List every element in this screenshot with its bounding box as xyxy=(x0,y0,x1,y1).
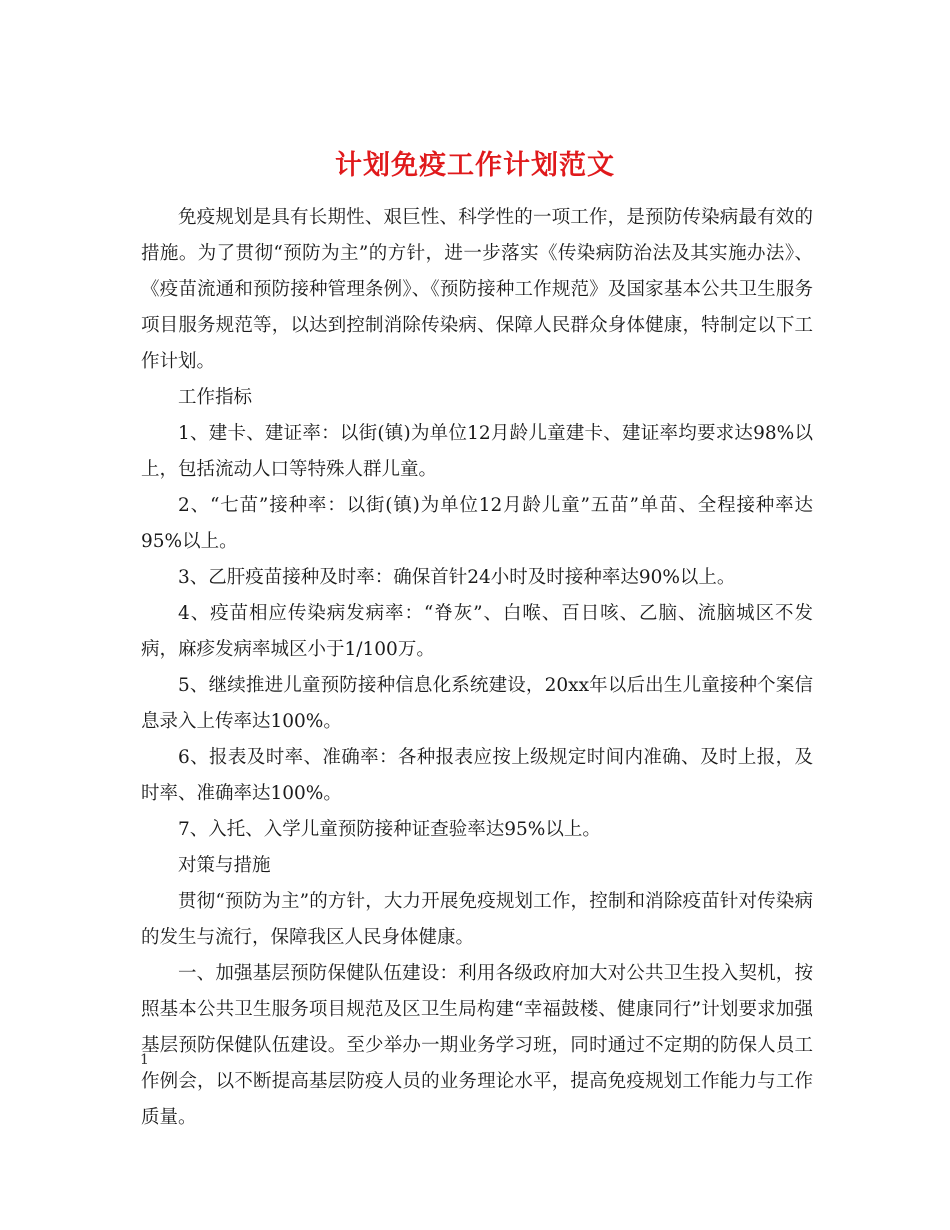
paragraph-indicator-4: 4、疫苗相应传染病发病率：“脊灰”、白喉、百日咳、乙脑、流脑城区不发病，麻疹发病率城区小于1/100万。 xyxy=(141,603,813,660)
paragraph-measure-1: 一、加强基层预防保健队伍建设：利用各级政府加大对公共卫生投入契机，按照基本公共卫生服务项目规范及区卫生局构建“幸福鼓楼、健康同行”计划要求加强基层预防保健队伍建设。至少举办一期业务学习班，同时通过不定期的防保人员工作例会，以不断提高基层防疫人员的业务理论水平，提高免疫规划工作能力与工作质量。 xyxy=(141,963,813,1128)
section-heading-work-indicators: 工作指标 xyxy=(178,387,253,408)
paragraph-indicator-1: 1、建卡、建证率：以街(镇)为单位12月龄儿童建卡、建证率均要求达98%以上，包括流动人口等特殊人群儿童。 xyxy=(141,423,813,480)
paragraph-intro: 免疫规划是具有长期性、艰巨性、科学性的一项工作，是预防传染病最有效的措施。为了贯彻“预防为主”的方针，进一步落实《传染病防治法及其实施办法》、《疫苗流通和预防接种管理条例》、《预防接种工作规范》及国家基本公共卫生服务项目服务规范等，以达到控制消除传染病、保障人民群众身体健康，特制定以下工作计划。 xyxy=(141,207,813,372)
paragraph-indicator-2: 2、“七苗”接种率：以街(镇)为单位12月龄儿童”五苗”单苗、全程接种率达95%以上。 xyxy=(141,495,813,552)
section-heading-measures: 对策与措施 xyxy=(178,855,271,876)
page-number: 1 xyxy=(140,1052,149,1068)
paragraph-measures-intro: 贯彻“预防为主”的方针，大力开展免疫规划工作，控制和消除疫苗针对传染病的发生与流行，保障我区人民身体健康。 xyxy=(141,891,813,948)
document-body xyxy=(141,200,813,1136)
document-title: 计划免疫工作计划范文 xyxy=(335,150,615,182)
paragraph-indicator-3: 3、乙肝疫苗接种及时率：确保首针24小时及时接种率达90%以上。 xyxy=(178,567,736,588)
paragraph-indicator-5: 5、继续推进儿童预防接种信息化系统建设，20xx年以后出生儿童接种个案信息录入上传率达100%。 xyxy=(141,675,813,732)
paragraph-indicator-7: 7、入托、入学儿童预防接种证查验率达95%以上。 xyxy=(178,819,601,840)
paragraph-indicator-6: 6、报表及时率、准确率：各种报表应按上级规定时间内准确、及时上报，及时率、准确率达100%。 xyxy=(141,747,813,804)
